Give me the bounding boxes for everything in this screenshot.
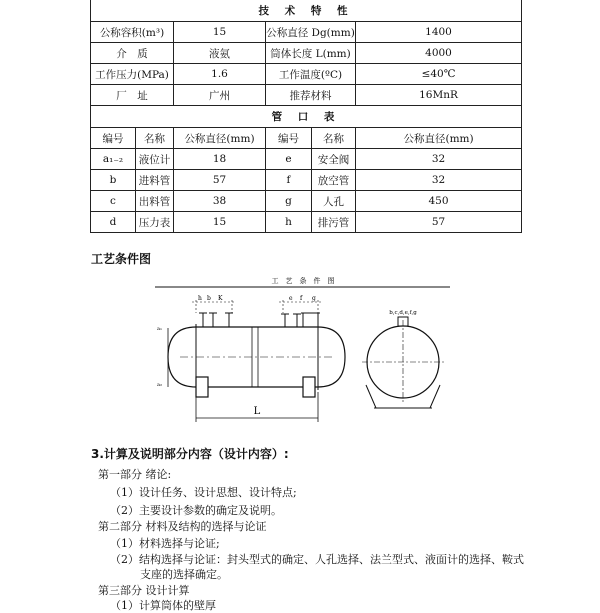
text-line: 第一部分 绪论:: [98, 468, 172, 481]
table-cell: 57: [174, 170, 266, 191]
table-cell: 放空管: [312, 170, 356, 191]
process-drawing-heading: 工艺条件图: [91, 252, 152, 266]
table-cell: e: [266, 149, 312, 170]
table-cell: 15: [174, 212, 266, 233]
text-line: （1）设计任务、设计思想、设计特点;: [110, 486, 297, 499]
table-cell: 公称直径 Dg(mm): [266, 22, 356, 43]
text-line: （1）材料选择与论证;: [110, 537, 220, 550]
table-cell: h: [266, 212, 312, 233]
column-header: 编号: [91, 128, 136, 149]
table-cell: 15: [174, 22, 266, 43]
table-cell: c: [91, 191, 136, 212]
text-line: （2）主要设计参数的确定及说明。: [110, 504, 282, 517]
table-cell: a₁₋₂: [91, 149, 136, 170]
saddle-support-left: [196, 377, 208, 397]
table-cell: 筒体长度 L(mm): [266, 43, 356, 64]
table-cell: 工作温度(ºC): [266, 64, 356, 85]
column-header: 编号: [266, 128, 312, 149]
table-cell: d: [91, 212, 136, 233]
table-cell: 推荐材料: [266, 85, 356, 106]
text-line: （1）计算筒体的壁厚: [110, 599, 216, 612]
end-view-saddle: [366, 385, 376, 408]
column-header: 公称直径(mm): [174, 128, 266, 149]
text-line: （2）结构选择与论证：封头型式的确定、人孔选择、法兰型式、液面计的选择、鞍式: [110, 553, 524, 566]
nozzle-label: f: [300, 295, 303, 302]
table-cell: 32: [356, 149, 522, 170]
nozzle-label: b: [207, 295, 211, 302]
top-nozzles: [199, 313, 320, 327]
table-cell: 18: [174, 149, 266, 170]
table-cell: 出料管: [136, 191, 174, 212]
table-cell: 4000: [356, 43, 522, 64]
table-cell: 介 质: [91, 43, 174, 64]
table-cell: b: [91, 170, 136, 191]
table-cell: 液位计: [136, 149, 174, 170]
table-cell: ≤40℃: [356, 64, 522, 85]
column-header: 公称直径(mm): [356, 128, 522, 149]
level-gauge-label: a₂: [157, 382, 162, 388]
tech-table-title: 技 术 特 性: [91, 0, 522, 22]
table-cell: 压力表: [136, 212, 174, 233]
table-cell: 液氨: [174, 43, 266, 64]
table-cell: 人孔: [312, 191, 356, 212]
table-cell: 安全阀: [312, 149, 356, 170]
table-cell: 57: [356, 212, 522, 233]
text-line: 第三部分 设计计算: [98, 584, 190, 597]
table-cell: 工作压力(MPa): [91, 64, 174, 85]
nozzle-label: K: [218, 295, 223, 302]
table-cell: 32: [356, 170, 522, 191]
leader-lines: [192, 300, 322, 313]
nozzle-label: e: [289, 295, 293, 302]
table-cell: 16MnR: [356, 85, 522, 106]
section3-heading: 3.计算及说明部分内容（设计内容）:: [91, 447, 289, 461]
level-gauge-label: a₁: [157, 326, 162, 332]
table-cell: f: [266, 170, 312, 191]
table-cell: 进料管: [136, 170, 174, 191]
table-cell: 1400: [356, 22, 522, 43]
table-cell: 450: [356, 191, 522, 212]
pipe-table-title: 管 口 表: [91, 106, 522, 128]
table-cell: 排污管: [312, 212, 356, 233]
saddle-support-right: [303, 377, 315, 397]
text-line: 第二部分 材料及结构的选择与论证: [98, 520, 267, 533]
table-cell: g: [266, 191, 312, 212]
table-cell: 1.6: [174, 64, 266, 85]
nozzle-label: g: [312, 295, 316, 302]
table-cell: 厂 址: [91, 85, 174, 106]
nozzle-label: h: [198, 295, 202, 302]
table-cell: 广州: [174, 85, 266, 106]
text-line: 支座的选择确定。: [140, 568, 228, 581]
column-header: 名称: [312, 128, 356, 149]
end-view-label: b,c,d,e,f,g: [389, 310, 417, 316]
drawing-title: 工 艺 条 件 图: [271, 277, 335, 285]
table-cell: 公称容积(m³): [91, 22, 174, 43]
table-cell: 38: [174, 191, 266, 212]
end-view-saddle: [430, 385, 440, 408]
length-label: L: [253, 406, 261, 417]
column-header: 名称: [136, 128, 174, 149]
